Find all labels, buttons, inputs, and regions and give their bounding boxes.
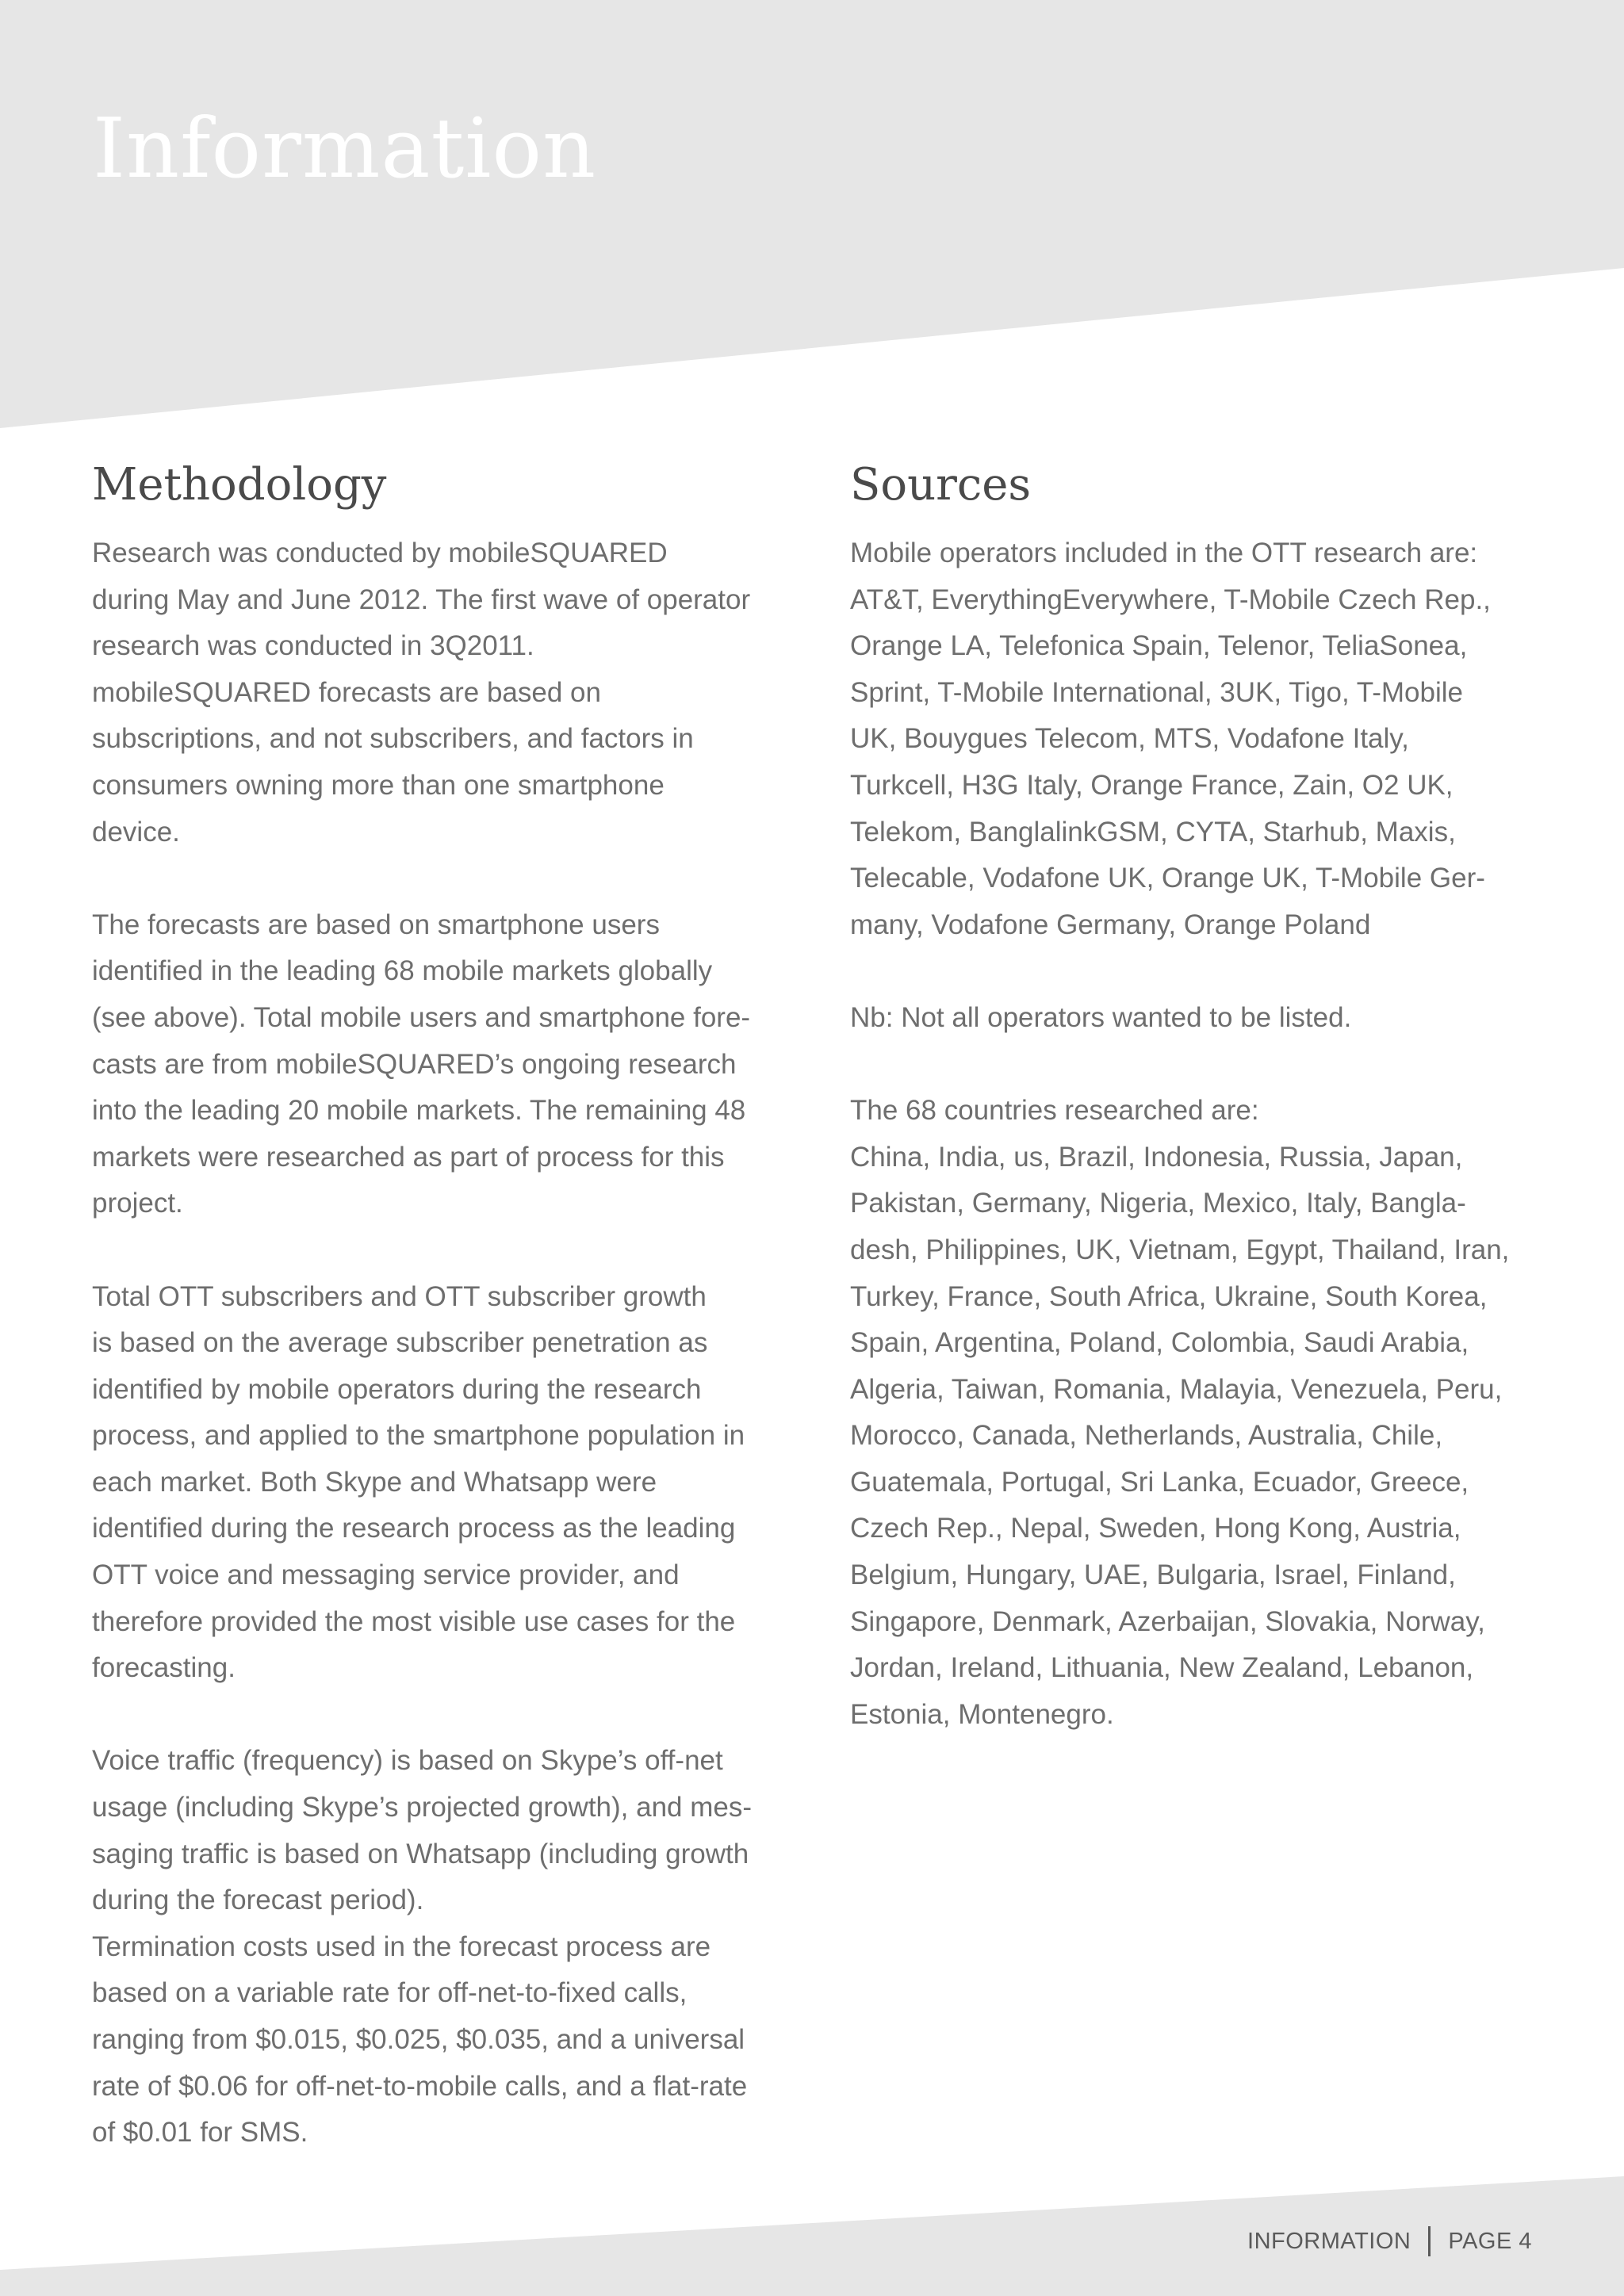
operators-paragraph: Mobile operators included in the OTT research are: AT&T, EverythingEverywhere, T-Mobile Czech Rep., Orange LA, Telefonica Spain, Telenor, TeliaSonea, Sprint, T-Mobile International, 3UK, Tigo, T-Mobile UK, Bouygues Telecom, MTS, Vodafone Italy, Turkcell, H3G Italy, Orange France, Zain, O2 UK, Telekom, BanglalinkGSM, CYTA, Starhub, Maxis, Telecable, Vodafone UK, Orange UK, T-Mobile Ger- many, Vodafone Germany, Orange Poland bbox=[850, 538, 1491, 940]
methodology-paragraph: Total OTT subscribers and OTT subscriber growth is based on the average subscriber penetration as identified by mobile operators during the research process, and applied to the smartphone population in each market. Both Skype and Whatsapp were identified during the research process as the leading OTT voice and messaging service provider, and therefore provided the most visible use cases for the forecasting. bbox=[92, 1280, 745, 1684]
footer-page-number: PAGE 4 bbox=[1448, 2228, 1532, 2254]
sources-section bbox=[850, 456, 1548, 1738]
methodology-heading: Methodology bbox=[92, 459, 387, 511]
countries-paragraph: The 68 countries researched are: China, India, us, Brazil, Indonesia, Russia, Japan, Pakistan, Germany, Nigeria, Mexico, Italy, Bangla- desh, Philippines, UK, Vietnam, Egypt, Thailand, Iran, Turkey, France, South Africa, Ukraine, South Korea, Spain, Argentina, Poland, Colombia, Saudi Arabia, Algeria, Taiwan, Romania, Malayia, Venezuela, Peru, Morocco, Canada, Netherlands, Australia, Chile, Guatemala, Portugal, Sri Lanka, Ecuador, Greece, Czech Rep., Nepal, Sweden, Hong Kong, Austria, Belgium, Hungary, UAE, Bulgaria, Israel, Finland, Singapore, Denmark, Azerbaijan, Slovakia, Norway, Jordan, Ireland, Lithuania, New Zealand, Lebanon, Estonia, Montenegro. bbox=[850, 1095, 1510, 1730]
methodology-paragraph: Termination costs used in the forecast process are based on a variable rate for off-net-to-fixed calls, ranging from $0.015, $0.025, $0.035, and a universal rate of $0.06 for off-net-to-mobile calls, and a flat-rate of $0.01 for SMS. bbox=[92, 1931, 748, 2149]
methodology-paragraph: Research was conducted by mobileSQUARED during May and June 2012. The first wave of operator research was conducted in 3Q2011. mobileSQUARED forecasts are based on subscriptions, and not subscribers, and factors in consumers owning more than one smartphone device. bbox=[92, 538, 751, 848]
operators-note: Nb: Not all operators wanted to be listed. bbox=[850, 1001, 1352, 1033]
page-footer bbox=[1247, 2226, 1532, 2256]
methodology-section bbox=[92, 456, 790, 2156]
header-band bbox=[0, 0, 1624, 428]
methodology-paragraph: The forecasts are based on smartphone users identified in the leading 68 mobile markets globally (see above). Total mobile users and smartphone fore- casts are from mobileSQUARED’s ongoing research into the leading 20 mobile markets. The remaining 48 markets were researched as part of process for this project. bbox=[92, 909, 751, 1219]
sources-heading: Sources bbox=[850, 459, 1032, 511]
footer-section-label: INFORMATION bbox=[1247, 2228, 1411, 2254]
footer-divider bbox=[1428, 2226, 1431, 2256]
page-title: Information bbox=[93, 100, 597, 197]
methodology-paragraph: Voice traffic (frequency) is based on Skype’s off-net usage (including Skype’s projected growth), and mes- saging traffic is based on Whatsapp (including growth during the forecast period). bbox=[92, 1745, 753, 1916]
